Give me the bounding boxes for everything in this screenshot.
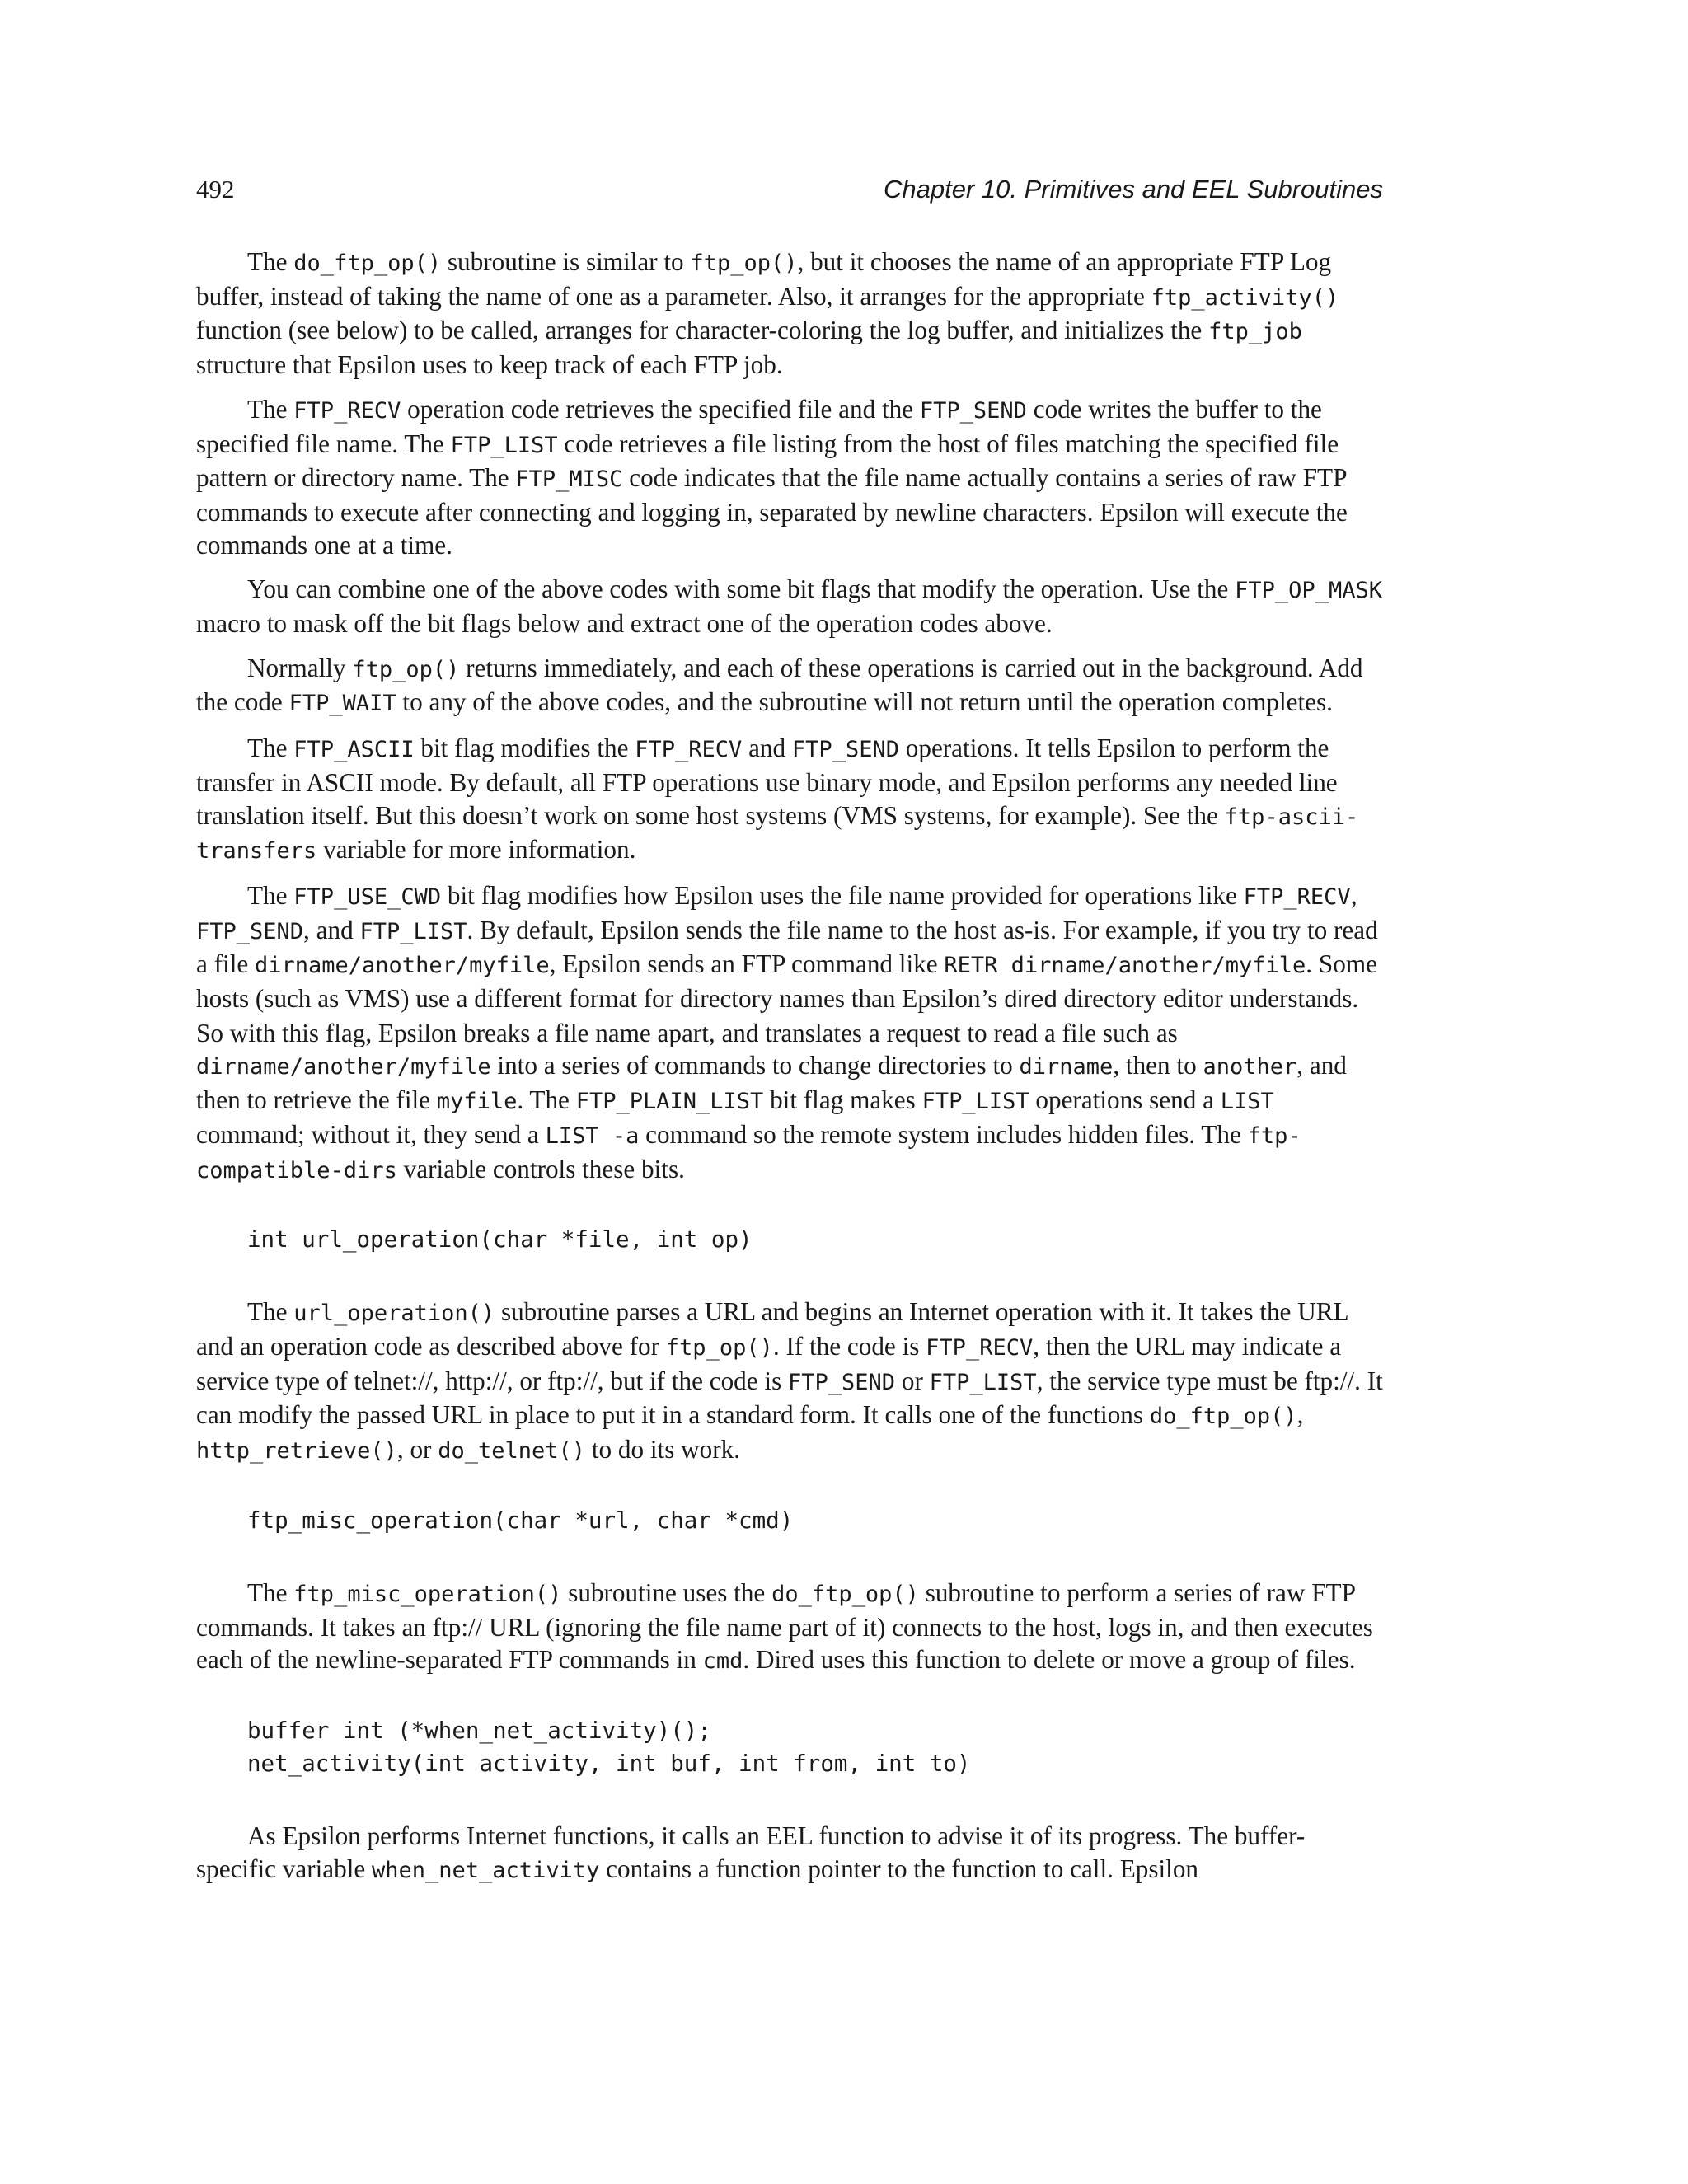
inline-code: when_net_activity: [372, 1857, 600, 1883]
text-run: The: [247, 247, 294, 276]
inline-code: FTP_MISC: [515, 466, 623, 493]
code-net-activity: buffer int (*when_net_activity)(); net_activity(int activity, int buf, int from, int to): [247, 1717, 971, 1777]
paragraph-ftp-ascii: [196, 732, 1383, 868]
paragraph-bit-flags: [196, 573, 1383, 640]
inline-code: FTP_SEND: [919, 397, 1027, 424]
inline-code: FTP_LIST: [359, 918, 467, 944]
text-run: macro to mask off the bit flags below and extract one of the operation codes above.: [196, 609, 1053, 639]
inline-code: FTP_RECV: [635, 737, 743, 763]
inline-code: FTP_PLAIN_LIST: [575, 1089, 764, 1115]
text-run: . Dired uses this function to delete or move a group of files.: [743, 1645, 1356, 1675]
text-run: The: [247, 733, 294, 763]
text-run: code writes the buffer to the specified file name. The: [196, 394, 1322, 458]
inline-code: ftp-ascii-transfers: [196, 804, 1359, 865]
inline-code: dirname/another/myfile: [196, 1054, 491, 1080]
text-run: , or: [396, 1435, 438, 1465]
paragraph-ftp-wait: [196, 652, 1383, 720]
text-run: Normally: [247, 653, 353, 682]
paragraph-url-operation: [196, 1296, 1383, 1468]
inline-code: ftp_op(): [665, 1334, 773, 1361]
inline-code: FTP_LIST: [921, 1089, 1029, 1115]
inline-code: ftp_op(): [352, 656, 460, 682]
inline-code: do_telnet(): [438, 1438, 586, 1465]
running-head: Chapter 10. Primitives and EEL Subroutines: [884, 175, 1383, 204]
text-run: variable for more information.: [316, 835, 636, 865]
inline-code: LIST -a: [545, 1122, 640, 1149]
text-run: , the service type must be ftp://. It can modify the passed URL in place to put it in a standard form. It calls one of the functions: [196, 1366, 1383, 1430]
text-run: returns immediately, and each of these operations is carried out in the background. Add the code: [196, 653, 1363, 717]
inline-code: ftp_job: [1208, 319, 1302, 345]
text-run: into a series of commands to change directories to: [490, 1051, 1020, 1080]
inline-code: ftp_activity(): [1151, 284, 1339, 311]
text-run: , and then to retrieve the file: [196, 1051, 1347, 1115]
text-run: . By default, Epsilon sends the file name to the host as-is. For example, if you try to read a file: [196, 915, 1378, 979]
text-run: to do its work.: [585, 1435, 741, 1465]
text-run: The: [247, 394, 294, 424]
inline-code: ftp_misc_operation(): [293, 1581, 562, 1607]
inline-code: FTP_RECV: [1243, 883, 1351, 910]
text-run: variable controls these bits.: [396, 1154, 685, 1183]
inline-code: do_ftp_op(): [1149, 1404, 1297, 1430]
text-run: ,: [1350, 880, 1357, 910]
inline-code: FTP_RECV: [926, 1334, 1034, 1361]
text-run: subroutine is similar to: [441, 247, 691, 276]
page-number: 492: [196, 175, 235, 204]
text-run: and: [742, 733, 792, 763]
text-run: bit flag makes: [763, 1085, 922, 1115]
text-run: ,: [1296, 1400, 1304, 1430]
paragraph-do-ftp-op: [196, 246, 1383, 382]
text-run: subroutine to perform a series of raw FTP commands. It takes an ftp:// URL (ignoring the file name part of it) connects to the host, logs in, and then executes each of the newline-separated FTP commands in: [196, 1577, 1373, 1675]
inline-code: dirname: [1019, 1054, 1114, 1080]
text-run: . Some hosts (such as VMS) use a different format for directory names than Epsilon’s: [196, 949, 1377, 1014]
text-run: contains a function pointer to the function to call. Epsilon: [599, 1854, 1199, 1883]
text-run: bit flag modifies the: [414, 733, 635, 763]
inline-code: http_retrieve(): [196, 1438, 397, 1465]
inline-code: ftp_op(): [690, 251, 798, 276]
command-name: dired: [1004, 987, 1057, 1014]
inline-code: RETR dirname/another/myfile: [944, 953, 1306, 979]
code-url-operation: int url_operation(char *file, int op): [247, 1226, 753, 1254]
text-run: , then to: [1113, 1051, 1203, 1080]
inline-code: ftp-compatible-dirs: [196, 1122, 1301, 1183]
inline-code: do_ftp_op(): [771, 1581, 919, 1607]
paragraph-ftp-misc-operation: [196, 1577, 1383, 1678]
text-run: operation code retrieves the specified file and the: [401, 394, 920, 424]
text-run: code indicates that the file name actually contains a series of raw FTP commands to execute after connecting and logging in, separated by newline characters. Epsilon will execute the commands one at a time.: [196, 463, 1348, 560]
page-header: [196, 169, 1383, 210]
text-run: The: [247, 1577, 294, 1607]
text-run: , Epsilon sends an FTP command like: [549, 949, 945, 979]
text-run: , then the URL may indicate a service type of telnet://, http://, or ftp://, but if the code is: [196, 1331, 1342, 1395]
inline-code: dirname/another/myfile: [255, 953, 550, 979]
inline-code: FTP_SEND: [791, 737, 899, 763]
inline-code: FTP_WAIT: [288, 691, 396, 717]
inline-code: cmd: [702, 1648, 743, 1675]
text-run: or: [895, 1366, 930, 1395]
inline-code: another: [1203, 1054, 1297, 1080]
text-run: command; without it, they send a: [196, 1119, 546, 1149]
text-run: . The: [517, 1085, 576, 1115]
inline-code: LIST: [1220, 1089, 1274, 1115]
inline-code: FTP_ASCII: [293, 737, 415, 763]
inline-code: FTP_SEND: [196, 918, 304, 944]
inline-code: FTP_SEND: [788, 1369, 896, 1395]
text-run: function (see below) to be called, arranges for character-coloring the log buffer, and initializes the: [196, 316, 1209, 345]
paragraph-ftp-use-cwd: [196, 879, 1383, 1187]
text-run: subroutine uses the: [561, 1577, 772, 1607]
text-run: The: [247, 1297, 294, 1327]
text-run: As Epsilon performs Internet functions, it calls an EEL function to advise it of its progress. The buffer-specific variable: [196, 1821, 1306, 1883]
text-run: . If the code is: [772, 1331, 926, 1361]
page-body: [196, 246, 1383, 1898]
text-run: , but it chooses the name of an appropriate FTP Log buffer, instead of taking the name of one as a parameter. Also, it arranges for the appropriate: [196, 247, 1332, 311]
text-run: directory editor understands. So with this flag, Epsilon breaks a file name apart, and translates a request to read a file such as: [196, 984, 1359, 1047]
inline-code: do_ftp_op(): [293, 251, 442, 276]
inline-code: url_operation(): [293, 1301, 495, 1327]
inline-code: FTP_LIST: [929, 1369, 1037, 1395]
text-run: operations send a: [1029, 1085, 1221, 1115]
inline-code: myfile: [436, 1089, 518, 1115]
inline-code: FTP_USE_CWD: [293, 883, 442, 910]
text-run: structure that Epsilon uses to keep track of each FTP job.: [196, 350, 783, 380]
text-run: , and: [303, 915, 360, 944]
text-run: bit flag modifies how Epsilon uses the file name provided for operations like: [441, 880, 1244, 910]
text-run: code retrieves a file listing from the host of files matching the specified file pattern or directory name. The: [196, 429, 1339, 493]
inline-code: FTP_RECV: [293, 397, 401, 424]
paragraph-operation-codes: [196, 393, 1383, 562]
text-run: The: [247, 880, 294, 910]
text-run: subroutine parses a URL and begins an Internet operation with it. It takes the URL and an operation code as described above for: [196, 1297, 1348, 1361]
text-run: to any of the above codes, and the subroutine will not return until the operation completes.: [396, 687, 1333, 717]
inline-code: FTP_LIST: [450, 432, 558, 458]
text-run: You can combine one of the above codes with some bit flags that modify the operation. Use the: [247, 574, 1236, 604]
code-ftp-misc-operation: ftp_misc_operation(char *url, char *cmd): [247, 1507, 794, 1534]
text-run: command so the remote system includes hidden files. The: [639, 1119, 1248, 1149]
inline-code: FTP_OP_MASK: [1235, 578, 1382, 604]
paragraph-net-activity: [196, 1820, 1383, 1886]
text-run: operations. It tells Epsilon to perform the transfer in ASCII mode. By default, all FTP operations use binary mode, and Epsilon performs any needed line translation itself. But this doesn’t work on some host systems (VMS systems, for example). See the: [196, 733, 1338, 830]
